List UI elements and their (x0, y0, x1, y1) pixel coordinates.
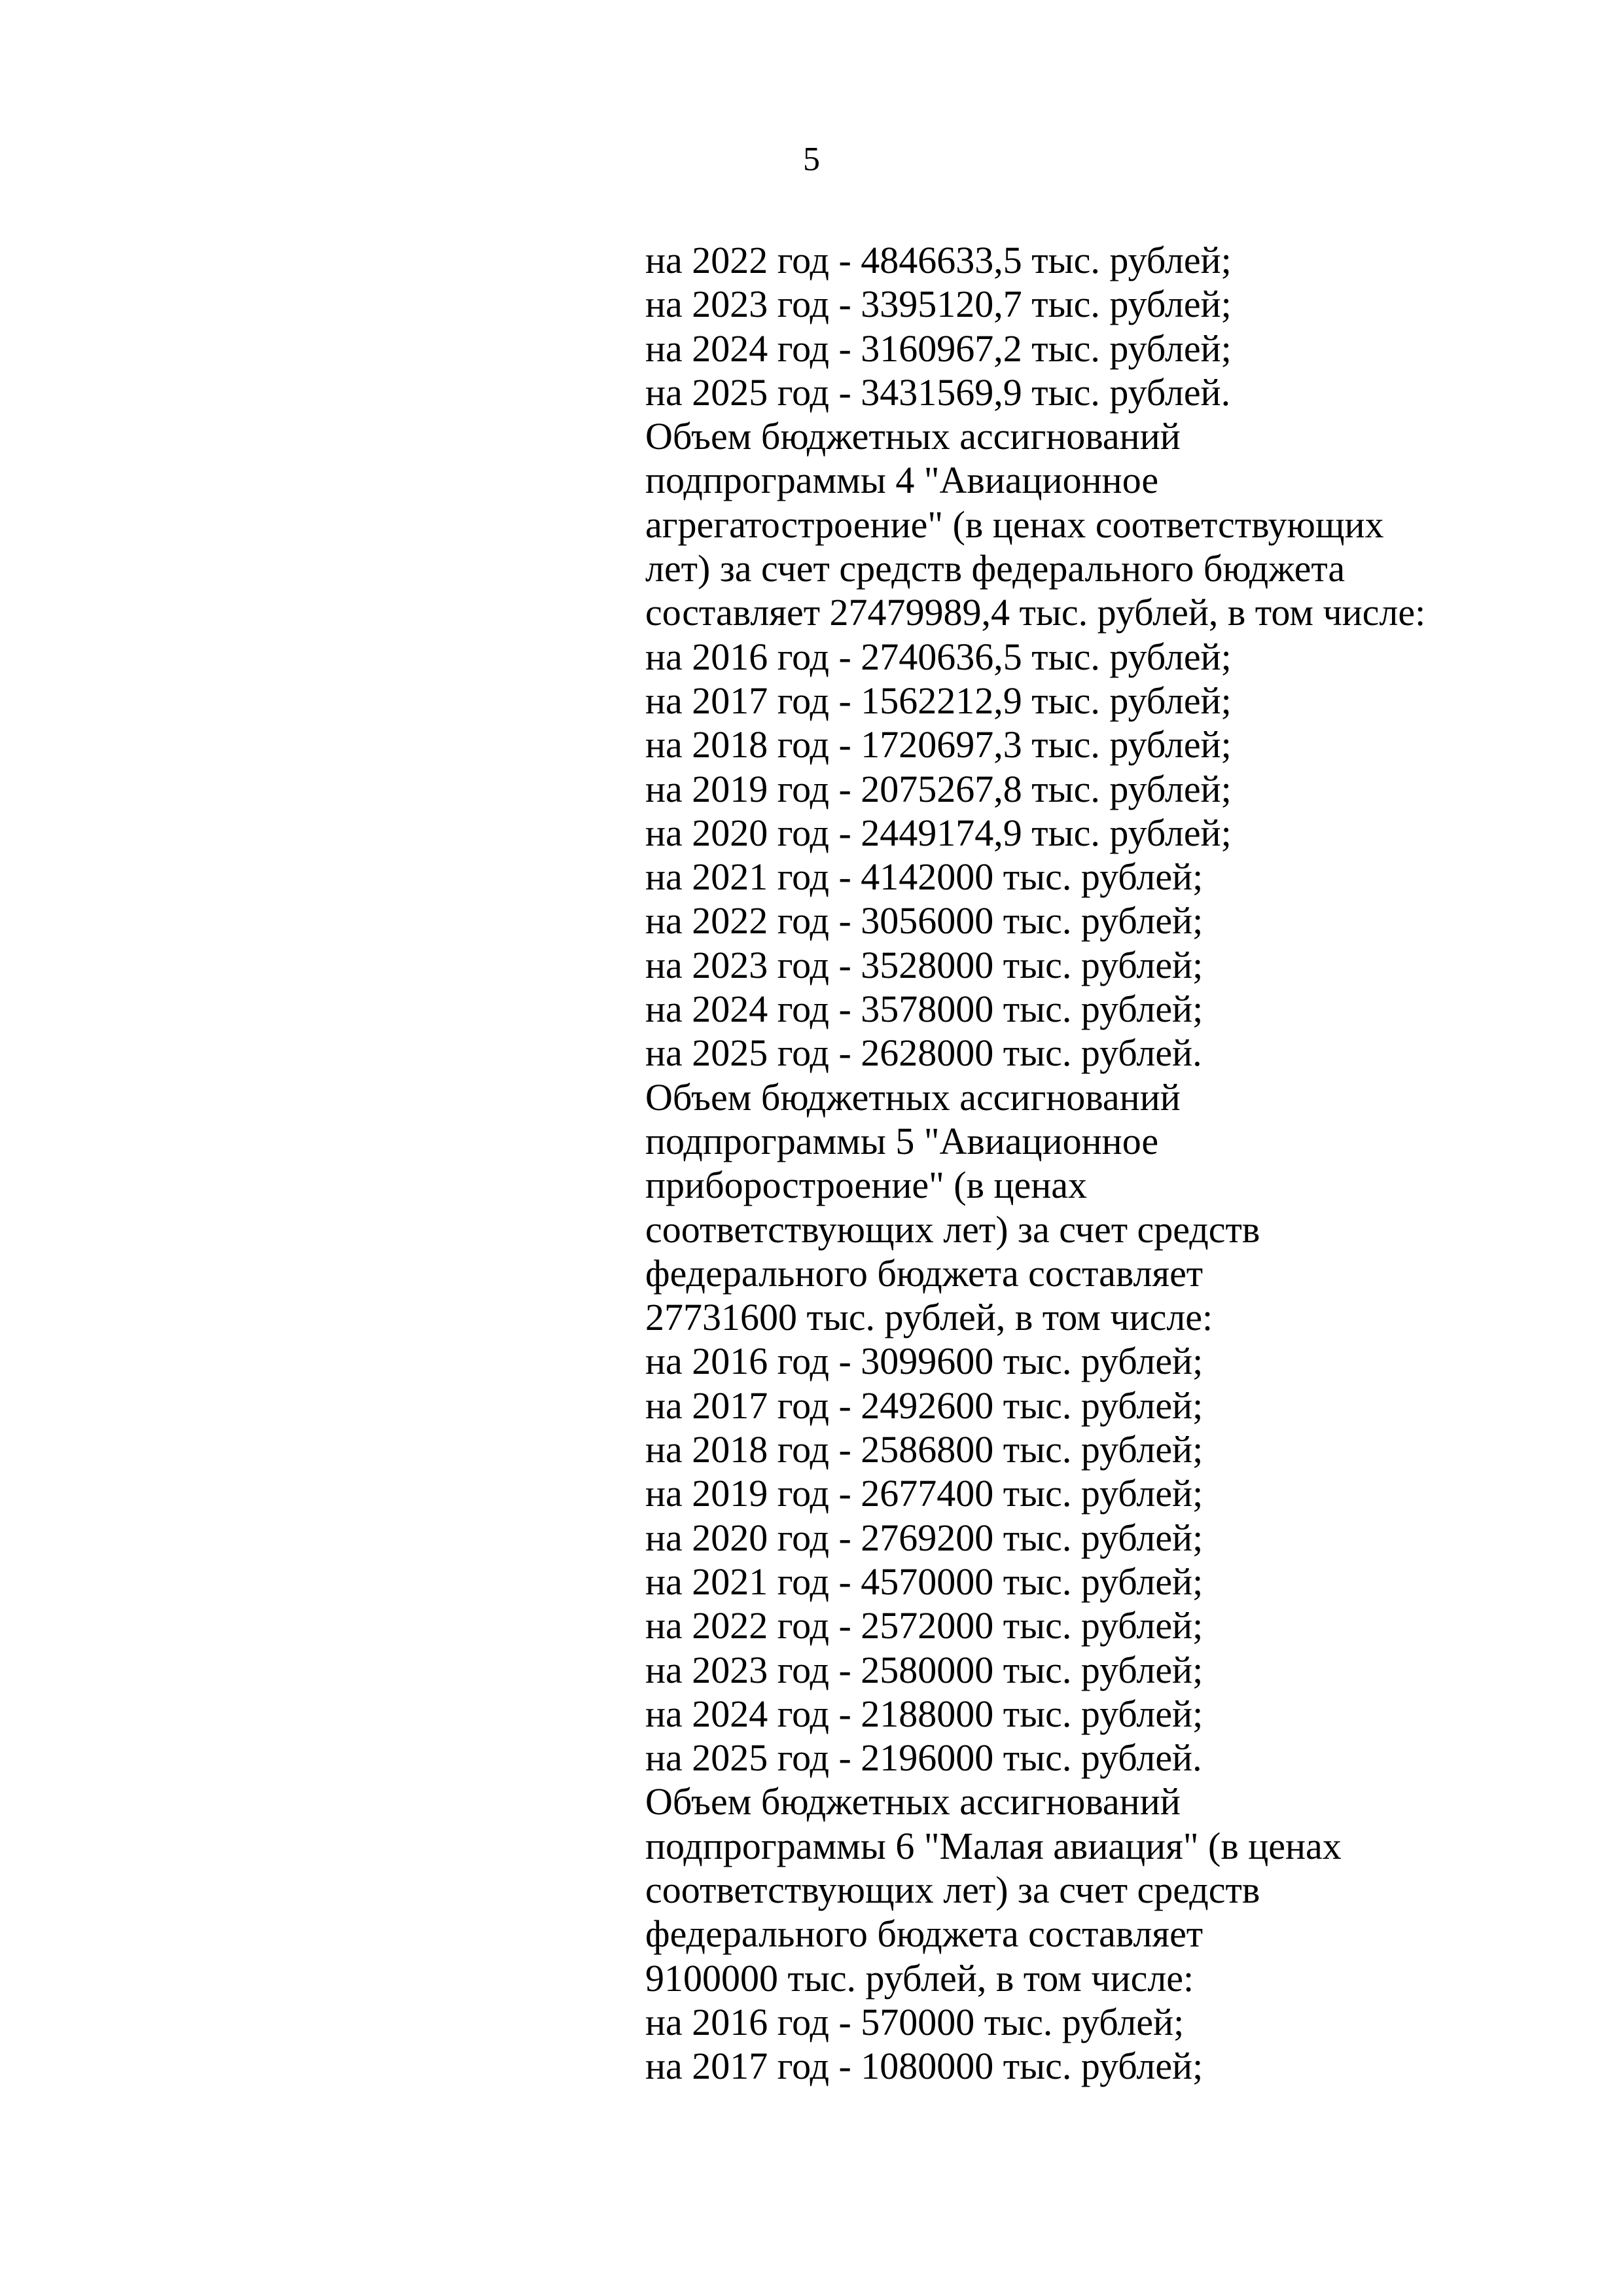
text-line: на 2020 год - 2769200 тыс. рублей; (645, 1516, 1204, 1559)
text-line: на 2024 год - 3578000 тыс. рублей; (645, 988, 1204, 1031)
text-line: на 2022 год - 4846633,5 тыс. рублей; (645, 239, 1232, 281)
text-line: на 2023 год - 2580000 тыс. рублей; (645, 1648, 1204, 1691)
text-line: Объем бюджетных ассигнований (645, 1075, 1181, 1119)
text-line: на 2023 год - 3395120,7 тыс. рублей; (645, 283, 1232, 326)
text-line: соответствующих лет) за счет средств (645, 1868, 1260, 1911)
text-line: на 2017 год - 2492600 тыс. рублей; (645, 1384, 1204, 1427)
text-line: на 2017 год - 1562212,9 тыс. рублей; (645, 679, 1232, 722)
text-line: на 2025 год - 3431569,9 тыс. рублей. (645, 370, 1231, 414)
text-line: на 2021 год - 4142000 тыс. рублей; (645, 855, 1204, 899)
text-line: федерального бюджета составляет (645, 1912, 1204, 1956)
text-line: на 2016 год - 2740636,5 тыс. рублей; (645, 635, 1232, 678)
text-line: на 2019 год - 2075267,8 тыс. рублей; (645, 767, 1232, 810)
text-line: на 2025 год - 2628000 тыс. рублей. (645, 1031, 1202, 1075)
text-line: Объем бюджетных ассигнований (645, 415, 1181, 458)
text-line: на 2022 год - 2572000 тыс. рублей; (645, 1604, 1204, 1647)
text-line: приборостроение" (в ценах (645, 1164, 1088, 1207)
text-line: на 2016 год - 3099600 тыс. рублей; (645, 1340, 1204, 1383)
text-line: федерального бюджета составляет (645, 1251, 1204, 1295)
text-line: 27731600 тыс. рублей, в том числе: (645, 1296, 1213, 1339)
text-line: на 2025 год - 2196000 тыс. рублей. (645, 1736, 1202, 1780)
page-number: 5 (803, 141, 820, 178)
text-line: на 2022 год - 3056000 тыс. рублей; (645, 899, 1204, 942)
text-line: на 2024 год - 3160967,2 тыс. рублей; (645, 327, 1232, 370)
text-line: подпрограммы 4 "Авиационное (645, 459, 1159, 502)
text-line: лет) за счет средств федерального бюджета (645, 547, 1346, 590)
text-line: на 2024 год - 2188000 тыс. рублей; (645, 1692, 1204, 1735)
text-line: агрегатостроение" (в ценах соответствующих (645, 503, 1384, 546)
text-line: соответствующих лет) за счет средств (645, 1208, 1260, 1251)
text-line: на 2023 год - 3528000 тыс. рублей; (645, 943, 1204, 986)
text-line: на 2021 год - 4570000 тыс. рублей; (645, 1560, 1204, 1603)
text-line: составляет 27479989,4 тыс. рублей, в том числе: (645, 591, 1426, 634)
document-body (645, 238, 1463, 2088)
text-line: на 2017 год - 1080000 тыс. рублей; (645, 2045, 1204, 2088)
text-line: на 2020 год - 2449174,9 тыс. рублей; (645, 811, 1232, 854)
text-line: Объем бюджетных ассигнований (645, 1780, 1181, 1823)
text-line: подпрограммы 5 "Авиационное (645, 1119, 1159, 1162)
text-line: 9100000 тыс. рублей, в том числе: (645, 1956, 1194, 2000)
text-line: на 2018 год - 1720697,3 тыс. рублей; (645, 723, 1232, 766)
text-line: подпрограммы 6 "Малая авиация" (в ценах (645, 1824, 1342, 1867)
text-line: на 2016 год - 570000 тыс. рублей; (645, 2000, 1185, 2043)
text-line: на 2019 год - 2677400 тыс. рублей; (645, 1472, 1204, 1515)
text-line: на 2018 год - 2586800 тыс. рублей; (645, 1428, 1204, 1471)
